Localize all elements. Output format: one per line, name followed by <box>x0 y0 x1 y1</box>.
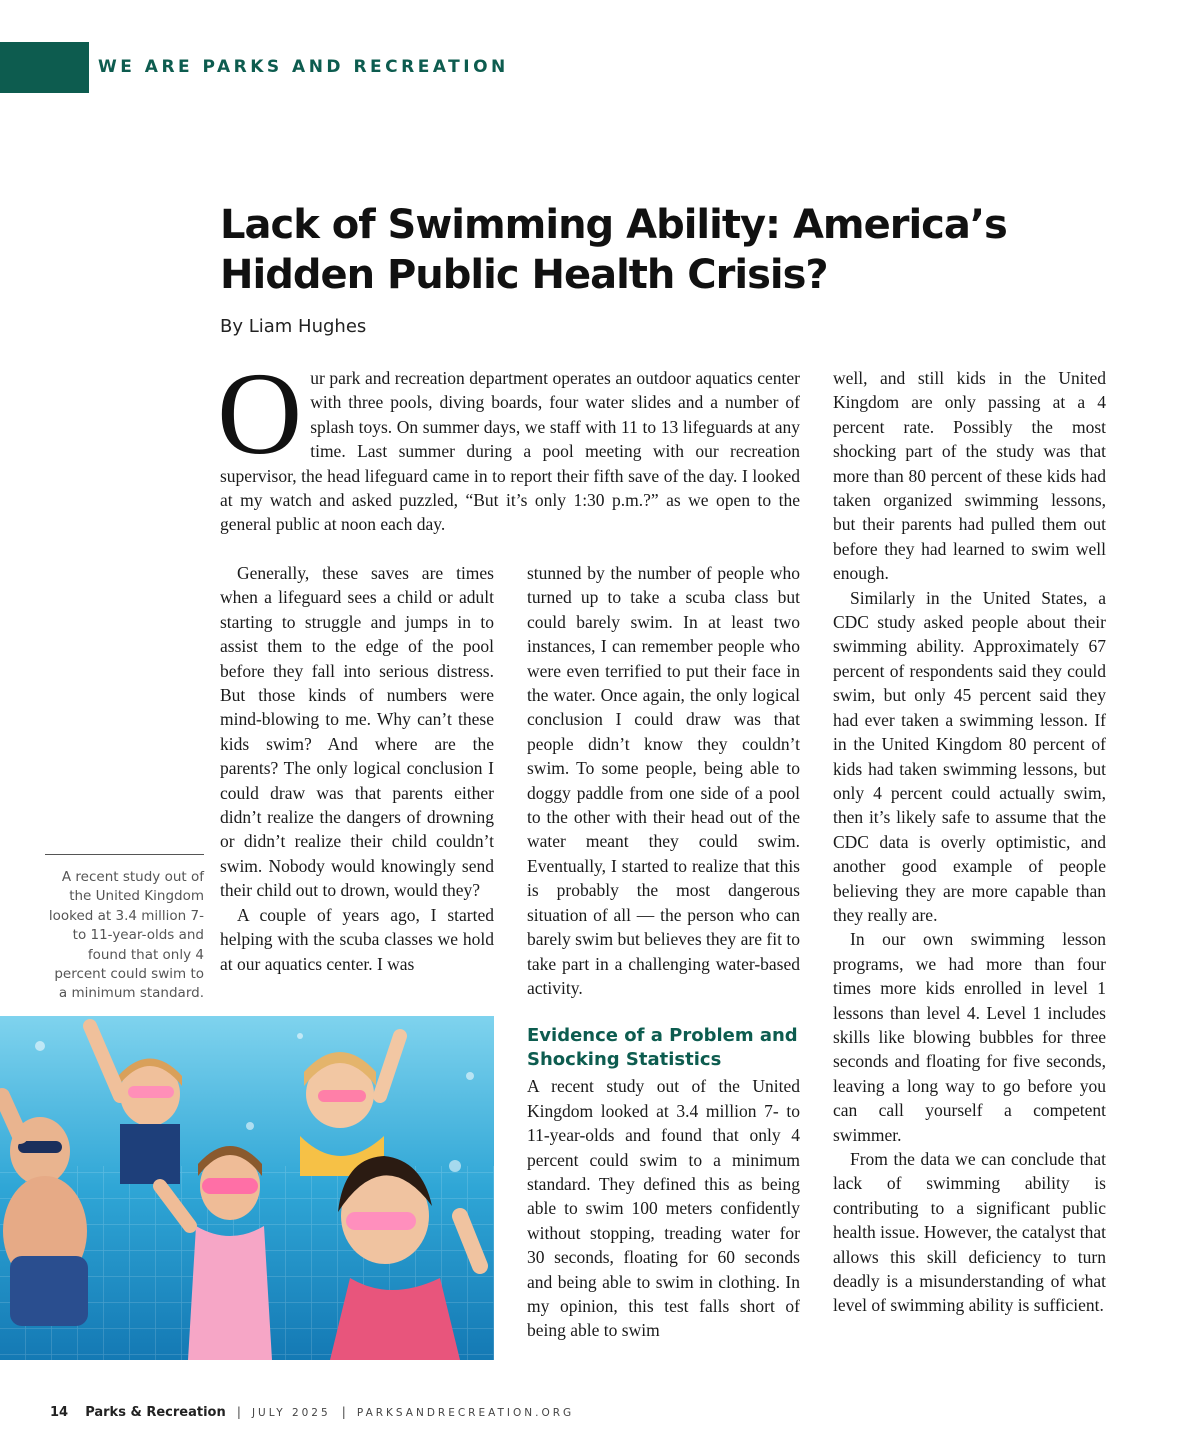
pullquote-rule <box>45 854 204 855</box>
magazine-name: Parks & Recreation <box>85 1405 226 1420</box>
intro-paragraph: ur park and recreation department operates an outdoor aquatics center with three pools, diving boards, four water slides and a number of splash toys. On summer days, we staff with 11 to 13 lifeguards at any time. Last summer during a pool meeting with our recreation supervisor, the head lifeguard came in to report their fifth save of the day. I looked at my watch and asked puzzled, “But it’s only 1:30 p.m.?” as we open to the general public at noon each day. <box>220 368 800 535</box>
paragraph: A couple of years ago, I started helping with the scuba classes we hold at our aquatics center. I was <box>220 904 494 974</box>
photo-illustration <box>0 1016 494 1360</box>
pullquote: A recent study out of the United Kingdom looked at 3.4 million 7- to 11-year-olds and found that only 4 percent could swim to a minimum standard. <box>48 869 204 1002</box>
body-column-1 <box>220 561 494 976</box>
paragraph: well, and still kids in the United Kingdom are only passing at a 4 percent rate. Possibly the most shocking part of the study was that more than 80 percent of these kids had taken organized swimming lessons, but their parents had pulled them out before they had learned to swim well enough. <box>833 368 1106 584</box>
website-link[interactable]: PARKSANDRECREATION.ORG <box>356 1407 575 1419</box>
paragraph: Generally, these saves are times when a lifeguard sees a child or adult starting to struggle and jumps in to assist them to the edge of the pool before they fall into serious distress. But those kinds of numbers were mind-blowing to me. Why can’t these kids swim? And where are the parents? The only logical conclusion I could draw was that parents either didn’t realize the dangers of drowning or didn’t realize their child couldn’t swim. Nobody would knowingly send their child out to drown, would they? <box>220 563 494 901</box>
article-title <box>220 200 1120 300</box>
paragraph: stunned by the number of people who turned up to take a scuba class but could barely swim. In at least two instances, I can remember people who were even terrified to put their face in the water. Once again, the only logical conclusion I could draw was that people didn’t know they couldn’t swim. To some people, being able to doggy paddle from one side of a pool to the other with their head out of the water meant they could swim. Eventually, I started to realize that this is probably the most dangerous situation of all — the person who can barely swim but believes they are fit to take part in a challenging water-based activity. <box>527 563 800 998</box>
body-column-3 <box>833 366 1106 1318</box>
drop-cap: O <box>217 348 303 479</box>
byline: By Liam Hughes <box>220 316 367 337</box>
section-subhead: Evidence of a Problem and Shocking Statistics <box>527 1025 798 1071</box>
footer-separator: | <box>236 1405 241 1419</box>
page-footer <box>50 1401 574 1420</box>
paragraph: In our own swimming lesson programs, we had more than four times more kids enrolled in level 1 lessons than level 4. Level 1 includes skills like blowing bubbles for three seconds and floating for five seconds, leaving a long way to go before you can call yourself a competent swimmer. <box>833 929 1106 1145</box>
section-band-block <box>0 42 89 93</box>
issue-date: JULY 2025 <box>251 1407 331 1419</box>
section-label: WE ARE PARKS AND RECREATION <box>98 57 509 77</box>
paragraph: A recent study out of the United Kingdom looked at 3.4 million 7- to 11-year-olds and found that only 4 percent could swim to a minimum standard. They defined this as being able to swim 100 meters confidently without stopping, treading water for 30 seconds, floating for 60 seconds and being able to swim in clothing. In my opinion, this test falls short of being able to swim <box>527 1076 800 1341</box>
page-number: 14 <box>50 1405 69 1420</box>
intro-paragraph-block <box>217 348 800 537</box>
underwater-kids-photo <box>0 1016 494 1360</box>
article-title-line-2: Hidden Public Health Crisis? <box>220 252 828 298</box>
article-title-line-1: Lack of Swimming Ability: America’s <box>220 202 1007 248</box>
paragraph: Similarly in the United States, a CDC study asked people about their swimming ability. Approximately 67 percent of respondents said they could swim, but only 45 percent said they had ever taken a swimming lesson. If in the United Kingdom 80 percent of kids had taken swimming lessons, but only 4 percent could actually swim, then it’s likely safe to assume that the CDC data is overly optimistic, and another good example of people believing they are more capable than they really are. <box>833 587 1106 925</box>
paragraph: From the data we can conclude that lack of swimming ability is contributing to a significant public health issue. However, the catalyst that allows this skill deficiency to turn deadly is a misunderstanding of what level of swimming ability is sufficient. <box>833 1149 1106 1316</box>
footer-separator: | <box>341 1405 346 1419</box>
body-column-2 <box>527 561 800 1343</box>
